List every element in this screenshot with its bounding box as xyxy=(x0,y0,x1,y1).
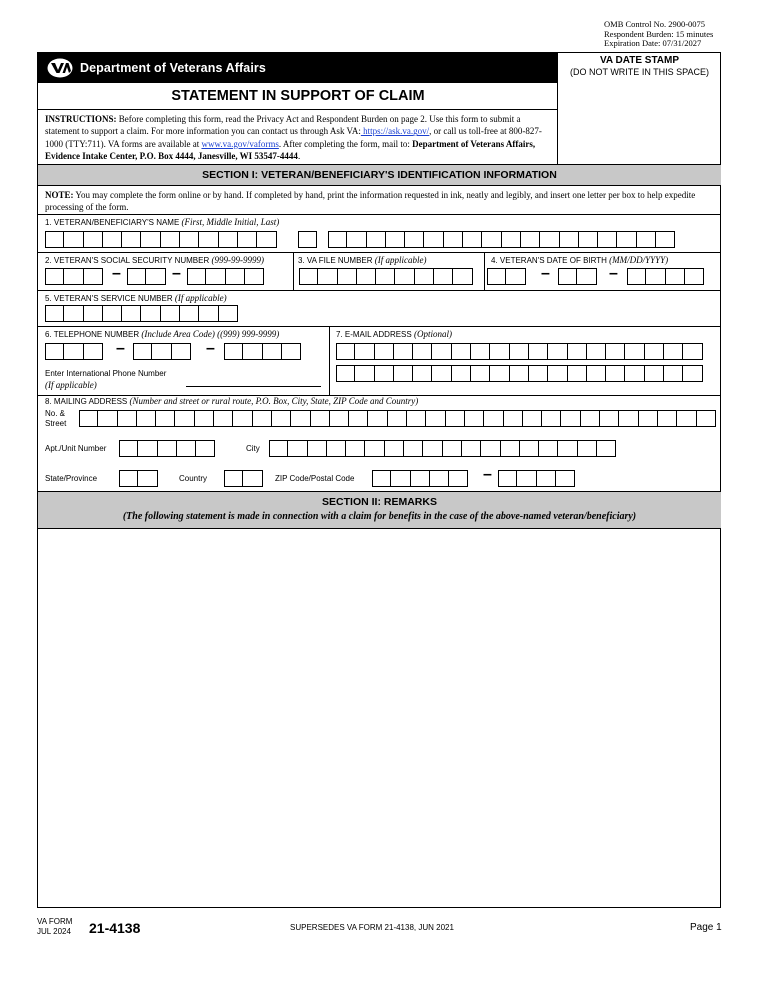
char-box[interactable] xyxy=(141,305,160,322)
char-box[interactable] xyxy=(196,440,215,457)
char-box[interactable] xyxy=(187,268,206,285)
field5-label-text: 5. VETERAN'S SERVICE NUMBER xyxy=(45,294,173,303)
char-box[interactable] xyxy=(138,440,157,457)
field4-label-text: 4. VETERAN'S DATE OF BIRTH xyxy=(491,256,607,265)
char-box[interactable] xyxy=(510,365,529,382)
omb-burden: Respondent Burden: 15 minutes xyxy=(604,28,714,39)
va-seal-icon xyxy=(47,58,73,78)
char-box[interactable] xyxy=(617,231,636,248)
phone-area-boxes[interactable] xyxy=(45,343,103,360)
char-box[interactable] xyxy=(502,231,521,248)
char-box[interactable] xyxy=(578,440,597,457)
footer-va-form: VA FORM xyxy=(37,917,73,926)
char-box[interactable] xyxy=(161,305,180,322)
char-box[interactable] xyxy=(282,343,301,360)
char-box[interactable] xyxy=(84,305,103,322)
char-box[interactable] xyxy=(449,470,468,487)
char-box[interactable] xyxy=(214,410,233,427)
char-box[interactable] xyxy=(452,343,471,360)
field2-hint: (999-99-9999) xyxy=(211,255,264,265)
char-box[interactable] xyxy=(349,410,368,427)
section2-subtitle: (The following statement is made in connection with a claim for benefits in the case of the above-named veteran/beneficiary) xyxy=(122,511,637,522)
footer-date: JUL 2024 xyxy=(37,927,71,936)
char-box[interactable] xyxy=(180,231,199,248)
char-box[interactable] xyxy=(487,268,506,285)
char-box[interactable] xyxy=(501,440,520,457)
field4-label xyxy=(491,255,668,265)
char-box[interactable] xyxy=(529,365,548,382)
char-box[interactable] xyxy=(357,268,376,285)
char-box[interactable] xyxy=(598,231,617,248)
char-box[interactable] xyxy=(199,231,218,248)
instructions xyxy=(45,113,553,163)
char-box[interactable] xyxy=(119,440,138,457)
char-box[interactable] xyxy=(122,231,141,248)
section1-note xyxy=(45,189,717,213)
char-box[interactable] xyxy=(504,410,523,427)
char-box[interactable] xyxy=(520,440,539,457)
char-box[interactable] xyxy=(540,231,559,248)
char-box[interactable] xyxy=(587,365,606,382)
char-box[interactable] xyxy=(619,410,638,427)
state-boxes[interactable] xyxy=(119,470,158,487)
field2-label-text: 2. VETERAN'S SOCIAL SECURITY NUMBER xyxy=(45,256,210,265)
omb-expiration: Expiration Date: 07/31/2027 xyxy=(604,38,702,49)
char-box[interactable] xyxy=(224,470,243,487)
va-file-number-boxes[interactable] xyxy=(299,268,473,285)
dob-dash-1: – xyxy=(541,265,550,282)
ssn-group-boxes[interactable] xyxy=(127,268,166,285)
char-box[interactable] xyxy=(561,410,580,427)
char-box[interactable] xyxy=(444,231,463,248)
char-box[interactable] xyxy=(338,268,357,285)
field8-label-text: 8. MAILING ADDRESS xyxy=(45,397,128,406)
char-box[interactable] xyxy=(677,410,696,427)
char-box[interactable] xyxy=(219,305,238,322)
char-box[interactable] xyxy=(84,268,103,285)
char-box[interactable] xyxy=(308,440,327,457)
zip-ext-boxes[interactable] xyxy=(498,470,575,487)
char-box[interactable] xyxy=(446,410,465,427)
field7-label xyxy=(336,329,452,339)
char-box[interactable] xyxy=(560,231,579,248)
char-box[interactable] xyxy=(395,268,414,285)
intl-phone-hint: (If applicable) xyxy=(45,380,97,390)
country-label: Country xyxy=(179,474,208,483)
char-box[interactable] xyxy=(156,410,175,427)
char-box[interactable] xyxy=(407,410,426,427)
char-box[interactable] xyxy=(394,365,413,382)
stamp-title: VA DATE STAMP xyxy=(599,55,680,66)
char-box[interactable] xyxy=(45,305,64,322)
char-box[interactable] xyxy=(118,410,137,427)
char-box[interactable] xyxy=(627,268,646,285)
char-box[interactable] xyxy=(453,268,472,285)
char-box[interactable] xyxy=(226,268,245,285)
phone-line-boxes[interactable] xyxy=(224,343,301,360)
char-box[interactable] xyxy=(330,410,349,427)
field6-7-divider xyxy=(329,326,330,395)
title-rule-top xyxy=(38,82,558,83)
char-box[interactable] xyxy=(683,343,702,360)
field6-label xyxy=(45,329,279,339)
char-box[interactable] xyxy=(432,365,451,382)
char-box[interactable] xyxy=(645,365,664,382)
vaforms-link[interactable]: www.va.gov/vaforms xyxy=(201,138,279,149)
char-box[interactable] xyxy=(471,343,490,360)
char-box[interactable] xyxy=(311,410,330,427)
char-box[interactable] xyxy=(606,343,625,360)
remarks-textarea[interactable] xyxy=(39,529,720,906)
char-box[interactable] xyxy=(336,365,355,382)
char-box[interactable] xyxy=(685,268,704,285)
char-box[interactable] xyxy=(646,268,665,285)
field5-hint: (If applicable) xyxy=(174,293,227,303)
char-box[interactable] xyxy=(172,343,191,360)
mailing-address-text: Department of Veterans Affairs, Evidence Intake Center, P.O. Box 4444, Janesville, WI 53547-4444 xyxy=(45,138,536,162)
char-box[interactable] xyxy=(45,231,64,248)
ssn-serial-boxes[interactable] xyxy=(187,268,264,285)
char-box[interactable] xyxy=(272,410,291,427)
char-box[interactable] xyxy=(347,231,366,248)
note-label: NOTE: xyxy=(45,190,74,200)
field2-label xyxy=(45,255,264,265)
field3-hint: (If applicable) xyxy=(374,255,427,265)
char-box[interactable] xyxy=(64,343,83,360)
state-label: State/Province xyxy=(45,474,98,483)
phone-dash-2: – xyxy=(206,340,215,357)
char-box[interactable] xyxy=(558,268,577,285)
char-box[interactable] xyxy=(243,470,262,487)
instructions-end: . xyxy=(297,151,301,162)
char-box[interactable] xyxy=(697,410,716,427)
char-box[interactable] xyxy=(291,410,310,427)
char-box[interactable] xyxy=(127,268,146,285)
char-box[interactable] xyxy=(263,343,282,360)
field5-label xyxy=(45,293,227,303)
footer-form-label xyxy=(37,917,72,937)
char-box[interactable] xyxy=(103,305,122,322)
char-box[interactable] xyxy=(388,410,407,427)
field6-label-text: 6. TELEPHONE NUMBER xyxy=(45,330,140,339)
char-box[interactable] xyxy=(490,365,509,382)
char-box[interactable] xyxy=(146,268,165,285)
char-box[interactable] xyxy=(443,440,462,457)
field1-hint: (First, Middle Initial, Last) xyxy=(181,217,280,227)
zip-dash: – xyxy=(483,466,492,483)
char-box[interactable] xyxy=(133,343,152,360)
char-box[interactable] xyxy=(498,470,517,487)
char-box[interactable] xyxy=(577,268,596,285)
department-name: Department of Veterans Affairs xyxy=(80,60,266,75)
first-name-boxes[interactable] xyxy=(45,231,277,248)
char-box[interactable] xyxy=(517,470,536,487)
email-boxes-row-2[interactable] xyxy=(336,365,703,382)
char-box[interactable] xyxy=(510,343,529,360)
char-box[interactable] xyxy=(413,343,432,360)
city-boxes[interactable] xyxy=(269,440,616,457)
char-box[interactable] xyxy=(579,231,598,248)
char-box[interactable] xyxy=(206,268,225,285)
dob-dash-2: – xyxy=(609,265,618,282)
intl-phone-line[interactable] xyxy=(186,386,321,387)
char-box[interactable] xyxy=(482,231,501,248)
char-box[interactable] xyxy=(413,365,432,382)
char-box[interactable] xyxy=(152,343,171,360)
char-box[interactable] xyxy=(606,365,625,382)
char-box[interactable] xyxy=(375,343,394,360)
instructions-text-2: , or call us toll-free at 800-827-1000 (TTY:711). VA forms are available at xyxy=(45,126,542,149)
last-name-boxes[interactable] xyxy=(328,231,675,248)
char-box[interactable] xyxy=(355,343,374,360)
char-box[interactable] xyxy=(64,268,83,285)
field3-4-divider xyxy=(484,252,485,290)
char-box[interactable] xyxy=(161,231,180,248)
char-box[interactable] xyxy=(84,231,103,248)
char-box[interactable] xyxy=(625,343,644,360)
service-number-boxes[interactable] xyxy=(45,305,238,322)
street-boxes[interactable] xyxy=(79,410,716,427)
footer-page-number: Page 1 xyxy=(690,922,722,933)
char-box[interactable] xyxy=(558,440,577,457)
dob-day-boxes[interactable] xyxy=(558,268,597,285)
char-box[interactable] xyxy=(180,305,199,322)
char-box[interactable] xyxy=(490,343,509,360)
char-box[interactable] xyxy=(158,440,177,457)
section2-title: SECTION II: REMARKS xyxy=(38,492,721,528)
char-box[interactable] xyxy=(415,268,434,285)
char-box[interactable] xyxy=(119,470,138,487)
field3-label xyxy=(298,255,427,265)
zip-boxes[interactable] xyxy=(372,470,468,487)
char-box[interactable] xyxy=(288,440,307,457)
note-text: You may complete the form online or by hand. If completed by hand, print the information requested in ink, neatly and legibly, and insert one letter per box to help expedite processing of the form. xyxy=(45,190,696,212)
char-box[interactable] xyxy=(137,410,156,427)
char-box[interactable] xyxy=(484,410,503,427)
intl-phone-hint-wrap xyxy=(45,380,97,390)
header-bar xyxy=(38,53,558,82)
char-box[interactable] xyxy=(245,268,264,285)
instructions-label: INSTRUCTIONS: xyxy=(45,114,117,124)
omb-control: OMB Control No. 2900-0075 xyxy=(604,19,706,29)
char-box[interactable] xyxy=(238,231,257,248)
char-box[interactable] xyxy=(103,231,122,248)
section1-title: SECTION I: VETERAN/BENEFICIARY'S IDENTIFICATION INFORMATION xyxy=(38,165,721,185)
omb-info xyxy=(604,20,754,49)
char-box[interactable] xyxy=(141,231,160,248)
char-box[interactable] xyxy=(432,343,451,360)
char-box[interactable] xyxy=(195,410,214,427)
ask-va-link[interactable]: https://ask.va.gov/ xyxy=(360,126,430,137)
char-box[interactable] xyxy=(542,410,561,427)
char-box[interactable] xyxy=(430,470,449,487)
footer-form-number: 21-4138 xyxy=(89,920,141,936)
char-box[interactable] xyxy=(375,365,394,382)
footer-supersedes: SUPERSEDES VA FORM 21-4138, JUN 2021 xyxy=(290,923,454,932)
char-box[interactable] xyxy=(639,410,658,427)
char-box[interactable] xyxy=(656,231,675,248)
char-box[interactable] xyxy=(637,231,656,248)
field1-label xyxy=(45,217,279,227)
email-boxes-row-1[interactable] xyxy=(336,343,703,360)
char-box[interactable] xyxy=(98,410,117,427)
char-box[interactable] xyxy=(257,231,276,248)
char-box[interactable] xyxy=(548,343,567,360)
char-box[interactable] xyxy=(568,343,587,360)
char-box[interactable] xyxy=(64,231,83,248)
char-box[interactable] xyxy=(625,365,644,382)
char-box[interactable] xyxy=(328,231,347,248)
char-box[interactable] xyxy=(376,268,395,285)
form-title: STATEMENT IN SUPPORT OF CLAIM xyxy=(171,88,425,104)
section1-rule-bottom xyxy=(38,185,721,186)
char-box[interactable] xyxy=(645,343,664,360)
char-box[interactable] xyxy=(318,268,337,285)
char-box[interactable] xyxy=(521,231,540,248)
char-box[interactable] xyxy=(253,410,272,427)
char-box[interactable] xyxy=(394,343,413,360)
char-box[interactable] xyxy=(581,410,600,427)
char-box[interactable] xyxy=(568,365,587,382)
dob-year-boxes[interactable] xyxy=(627,268,704,285)
char-box[interactable] xyxy=(368,410,387,427)
char-box[interactable] xyxy=(365,440,384,457)
char-box[interactable] xyxy=(548,365,567,382)
street-label xyxy=(45,409,66,429)
title-rule-bottom xyxy=(38,109,558,110)
instructions-text-3: . After completing the form, mail to: xyxy=(278,138,413,149)
intl-phone-label: Enter International Phone Number xyxy=(45,369,167,378)
char-box[interactable] xyxy=(539,440,558,457)
country-boxes[interactable] xyxy=(224,470,263,487)
char-box[interactable] xyxy=(386,231,405,248)
char-box[interactable] xyxy=(298,231,317,248)
field2-rule xyxy=(38,252,721,253)
apt-boxes[interactable] xyxy=(119,440,215,457)
dob-month-boxes[interactable] xyxy=(487,268,526,285)
char-box[interactable] xyxy=(385,440,404,457)
field2-3-divider xyxy=(293,252,294,290)
char-box[interactable] xyxy=(175,410,194,427)
char-box[interactable] xyxy=(122,305,141,322)
char-box[interactable] xyxy=(462,440,481,457)
char-box[interactable] xyxy=(367,231,386,248)
phone-prefix-boxes[interactable] xyxy=(133,343,191,360)
char-box[interactable] xyxy=(84,343,103,360)
char-box[interactable] xyxy=(556,470,575,487)
char-box[interactable] xyxy=(64,305,83,322)
char-box[interactable] xyxy=(177,440,196,457)
char-box[interactable] xyxy=(683,365,702,382)
field6-hint: (Include Area Code) ((999) 999-9999) xyxy=(141,329,280,339)
char-box[interactable] xyxy=(404,440,423,457)
char-box[interactable] xyxy=(664,343,683,360)
zip-label: ZIP Code/Postal Code xyxy=(275,474,355,483)
char-box[interactable] xyxy=(233,410,252,427)
field4-hint: (MM/DD/YYYY) xyxy=(609,255,669,265)
char-box[interactable] xyxy=(423,440,442,457)
street-label-line-2: Street xyxy=(45,419,67,428)
char-box[interactable] xyxy=(664,365,683,382)
char-box[interactable] xyxy=(426,410,445,427)
phone-dash-1: – xyxy=(116,340,125,357)
ssn-dash-2: – xyxy=(172,265,181,282)
field7-hint: (Optional) xyxy=(413,329,452,339)
char-box[interactable] xyxy=(299,268,318,285)
street-label-line-1: No. & xyxy=(45,409,66,418)
char-box[interactable] xyxy=(199,305,218,322)
char-box[interactable] xyxy=(355,365,374,382)
char-box[interactable] xyxy=(405,231,424,248)
char-box[interactable] xyxy=(506,268,525,285)
char-box[interactable] xyxy=(529,343,548,360)
char-box[interactable] xyxy=(666,268,685,285)
char-box[interactable] xyxy=(434,268,453,285)
city-label: City xyxy=(246,444,260,453)
char-box[interactable] xyxy=(391,470,410,487)
char-box[interactable] xyxy=(269,440,288,457)
char-box[interactable] xyxy=(537,470,556,487)
field7-label-text: 7. E-MAIL ADDRESS xyxy=(336,330,412,339)
char-box[interactable] xyxy=(336,343,355,360)
char-box[interactable] xyxy=(224,343,243,360)
char-box[interactable] xyxy=(411,470,430,487)
char-box[interactable] xyxy=(600,410,619,427)
char-box[interactable] xyxy=(471,365,490,382)
char-box[interactable] xyxy=(523,410,542,427)
char-box[interactable] xyxy=(465,410,484,427)
char-box[interactable] xyxy=(45,343,64,360)
char-box[interactable] xyxy=(481,440,500,457)
field1-label-text: 1. VETERAN/BENEFICIARY'S NAME xyxy=(45,218,180,227)
char-box[interactable] xyxy=(138,470,157,487)
ssn-area-boxes[interactable] xyxy=(45,268,103,285)
field1-rule xyxy=(38,214,721,215)
char-box[interactable] xyxy=(243,343,262,360)
apt-label: Apt./Unit Number xyxy=(45,444,107,453)
stamp-note: (DO NOT WRITE IN THIS SPACE) xyxy=(569,67,709,77)
char-box[interactable] xyxy=(452,365,471,382)
char-box[interactable] xyxy=(587,343,606,360)
field6-rule xyxy=(38,326,721,327)
instructions-text-1: Before completing this form, read the Privacy Act and Respondent Burden on page 2. Use this form to submit a statement to support a claim. For more information you can contact us through Ask VA: xyxy=(45,114,521,137)
char-box[interactable] xyxy=(219,231,238,248)
char-box[interactable] xyxy=(346,440,365,457)
char-box[interactable] xyxy=(79,410,98,427)
field3-label-text: 3. VA FILE NUMBER xyxy=(298,256,373,265)
char-box[interactable] xyxy=(463,231,482,248)
field8-label xyxy=(45,396,418,406)
char-box[interactable] xyxy=(424,231,443,248)
char-box[interactable] xyxy=(45,268,64,285)
char-box[interactable] xyxy=(327,440,346,457)
middle-initial-box[interactable] xyxy=(298,231,317,248)
field8-hint: (Number and street or rural route, P.O. Box, City, State, ZIP Code and Country) xyxy=(129,396,419,406)
char-box[interactable] xyxy=(372,470,391,487)
field5-rule xyxy=(38,290,721,291)
ssn-dash-1: – xyxy=(112,265,121,282)
char-box[interactable] xyxy=(597,440,616,457)
char-box[interactable] xyxy=(658,410,677,427)
